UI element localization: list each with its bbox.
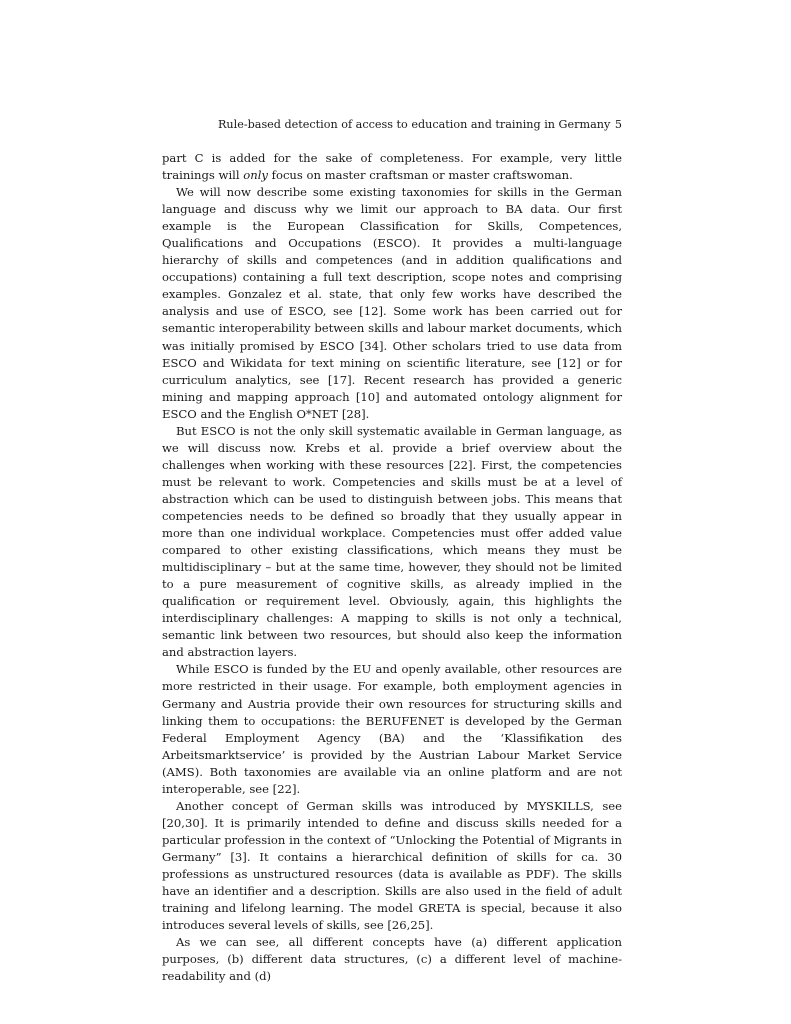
paragraph-4: While ESCO is funded by the EU and openly available, other resources are more restricted in their usage. For example, both employment agencies in Germany and Austria provide their own resources for structuring skills and linking them to occupations: the BERUFENET is developed by the German Federal Employment Agency (BA) and the ‘Klassifikation des Arbeitsmarktservice’ is provided by the Austrian Labour Market Service (AMS). Both taxonomies are available via an online platform and are not interoperable, see [22]. — [162, 662, 622, 796]
body-text — [162, 150, 622, 985]
paragraph-1-text-b: focus on master craftsman or master craftswoman. — [267, 168, 573, 183]
paragraph-1 — [162, 150, 622, 184]
page-number: 5 — [614, 118, 622, 131]
running-title: Rule-based detection of access to education and training in Germany — [218, 118, 611, 131]
paragraph-5: Another concept of German skills was introduced by MYSKILLS, see [20,30]. It is primarily intended to define and discuss skills needed for a particular profession in the context of “Unlocking the Potential of Migrants in Germany” [3]. It contains a hierarchical definition of skills for ca. 30 professions as unstructured resources (data is available as PDF). The skills have an identifier and a description. Skills are also used in the field of adult training and lifelong learning. The model GRETA is special, because it also introduces several levels of skills, see [26,25]. — [162, 798, 622, 933]
paragraph-6: As we can see, all different concepts have (a) different application purposes, (b) different data structures, (c) a different level of machine-readability and (d) — [162, 935, 622, 984]
paragraph-3: But ESCO is not the only skill systematic available in German language, as we will discuss now. Krebs et al. provide a brief overview about the challenges when working with these resources [22]. First, the competencies must be relevant to work. Competencies and skills must be at a level of abstraction which can be used to distinguish between jobs. This means that competencies needs to be defined so broadly that they usually appear in more than one individual workplace. Competencies must offer added value compared to other existing classifications, which means they must be multidisciplinary – but at the same time, however, they should not be limited to a pure measurement of cognitive skills, as already implied in the qualification or requirement level. Obviously, again, this highlights the interdisciplinary challenges: A mapping to skills is not only a technical, semantic link between two resources, but should also keep the information and abstraction layers. — [162, 423, 622, 660]
paragraph-1-text-a: part C is added for the sake of completeness. For example, very little trainings will — [162, 151, 622, 183]
paragraph-1-emphasis: only — [243, 168, 268, 183]
paragraph-2: We will now describe some existing taxonomies for skills in the German language and discuss why we limit our approach to BA data. Our first example is the European Classification for Skills, Competences, Qualifications and Occupations (ESCO). It provides a multi-language hierarchy of skills and competences (and in addition qualifications and occupations) containing a full text description, scope notes and comprising examples. Gonzalez et al. state, that only few works have described the analysis and use of ESCO, see [12]. Some work has been carried out for semantic interoperability between skills and labour market documents, which was initially promised by ESCO [34]. Other scholars tried to use data from ESCO and Wikidata for text mining on scientific literature, see [12] or for curriculum analytics, see [17]. Recent research has provided a generic mining and mapping approach [10] and automated ontology alignment for ESCO and the English O*NET [28]. — [162, 185, 622, 421]
